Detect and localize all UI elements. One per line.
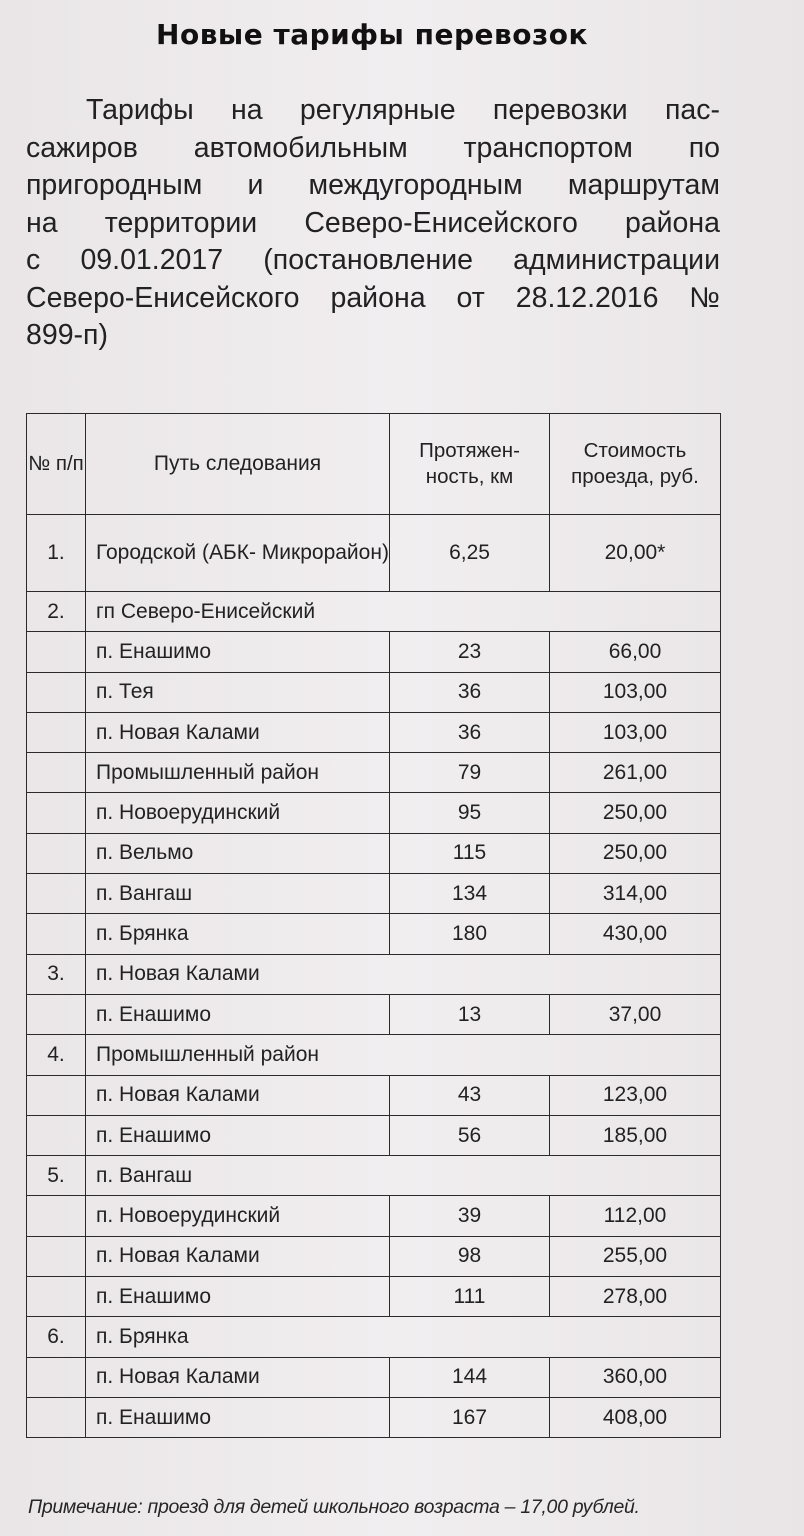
table-row (27, 1156, 721, 1196)
route-name: п. Енашимо (86, 994, 390, 1034)
page-title: Новые тарифы перевозок (156, 18, 588, 51)
route-name: п. Новая Калами (86, 712, 390, 752)
route-distance: 134 (390, 874, 550, 914)
row-number (27, 1236, 86, 1276)
row-number (27, 793, 86, 833)
route-cost: 37,00 (550, 994, 721, 1034)
route-cost: 185,00 (550, 1115, 721, 1155)
route-cost: 250,00 (550, 793, 721, 833)
route-cost: 103,00 (550, 712, 721, 752)
route-name: п. Новоерудинский (86, 1196, 390, 1236)
route-name: Промышленный район (86, 753, 390, 793)
route-distance: 13 (390, 994, 550, 1034)
route-cost: 408,00 (550, 1397, 721, 1437)
table-row (27, 1196, 721, 1236)
route-cost: 314,00 (550, 874, 721, 914)
route-name: п. Вельмо (86, 833, 390, 873)
row-number (27, 753, 86, 793)
table-row (27, 994, 721, 1034)
route-cost: 123,00 (550, 1075, 721, 1115)
table-row (27, 1236, 721, 1276)
header-cost: Стоимость проезда, руб. (550, 414, 721, 515)
route-distance: 98 (390, 1236, 550, 1276)
tariff-table (26, 413, 721, 1438)
header-num: № п/п (27, 414, 86, 515)
route-distance: 115 (390, 833, 550, 873)
intro-line: пригородным и междугородным маршрутам (26, 169, 720, 201)
route-cost: 112,00 (550, 1196, 721, 1236)
intro-line: на территории Северо-Енисейского района (26, 206, 720, 239)
row-number (27, 874, 86, 914)
route-name: п. Енашимо (86, 1277, 390, 1317)
route-distance: 36 (390, 672, 550, 712)
route-distance: 111 (390, 1277, 550, 1317)
intro-line: Северо-Енисейского района от 28.12.2016 № (26, 281, 720, 314)
row-number: 1. (27, 515, 86, 592)
table-row (27, 1357, 721, 1397)
table-row (27, 712, 721, 752)
route-name: п. Новая Калами (86, 1075, 390, 1115)
route-distance: 23 (390, 632, 550, 672)
table-row (27, 753, 721, 793)
table-row (27, 1115, 721, 1155)
header-route: Путь следования (86, 414, 390, 515)
table-row (27, 1035, 721, 1075)
route-distance: 43 (390, 1075, 550, 1115)
row-number (27, 712, 86, 752)
route-cost: 255,00 (550, 1236, 721, 1276)
route-name: п. Вангаш (86, 874, 390, 914)
route-distance: 144 (390, 1357, 550, 1397)
route-cost: 261,00 (550, 753, 721, 793)
tariff-table-body (27, 515, 721, 1438)
route-cost: 20,00* (550, 515, 721, 592)
table-row (27, 954, 721, 994)
row-number: 2. (27, 592, 86, 632)
route-group-origin: п. Брянка (86, 1317, 721, 1357)
table-row (27, 672, 721, 712)
route-distance: 79 (390, 753, 550, 793)
intro-line: с 09.01.2017 (постановление администрации (26, 244, 720, 276)
route-cost: 360,00 (550, 1357, 721, 1397)
route-cost: 103,00 (550, 672, 721, 712)
footnote: Примечание: проезд для детей школьного возраста – 17,00 рублей. (28, 1496, 640, 1518)
route-group-origin: Промышленный район (86, 1035, 721, 1075)
route-cost: 66,00 (550, 632, 721, 672)
row-number: 4. (27, 1035, 86, 1075)
table-row (27, 515, 721, 592)
route-distance: 6,25 (390, 515, 550, 592)
row-number (27, 672, 86, 712)
route-group-origin: п. Новая Калами (86, 954, 721, 994)
table-row (27, 1317, 721, 1357)
route-name: п. Новоерудинский (86, 793, 390, 833)
table-row (27, 1075, 721, 1115)
table-row (27, 1397, 721, 1437)
route-name: п. Новая Калами (86, 1236, 390, 1276)
route-name: п. Енашимо (86, 1397, 390, 1437)
header-distance: Протяжен- ность, км (390, 414, 550, 515)
route-name: п. Новая Калами (86, 1357, 390, 1397)
route-cost: 278,00 (550, 1277, 721, 1317)
route-distance: 39 (390, 1196, 550, 1236)
row-number (27, 833, 86, 873)
route-group-origin: гп Северо-Енисейский (86, 592, 721, 632)
route-distance: 36 (390, 712, 550, 752)
row-number: 6. (27, 1317, 86, 1357)
intro-line: 899-п) (26, 319, 108, 351)
table-row (27, 914, 721, 954)
route-distance: 167 (390, 1397, 550, 1437)
route-cost: 430,00 (550, 914, 721, 954)
row-number (27, 914, 86, 954)
row-number (27, 1357, 86, 1397)
table-row (27, 793, 721, 833)
intro-line: сажиров автомобильным транспортом по (26, 131, 720, 164)
route-name: Городской (АБК- Микрорайон) (86, 515, 390, 592)
route-group-origin: п. Вангаш (86, 1156, 721, 1196)
row-number (27, 1196, 86, 1236)
table-row (27, 833, 721, 873)
intro-paragraph (26, 92, 720, 355)
route-cost: 250,00 (550, 833, 721, 873)
intro-line: Тарифы на регулярные перевозки пас- (86, 94, 720, 126)
row-number (27, 1397, 86, 1437)
row-number (27, 1277, 86, 1317)
route-distance: 56 (390, 1115, 550, 1155)
row-number: 5. (27, 1156, 86, 1196)
route-distance: 180 (390, 914, 550, 954)
row-number (27, 994, 86, 1034)
route-name: п. Тея (86, 672, 390, 712)
route-name: п. Брянка (86, 914, 390, 954)
table-row (27, 874, 721, 914)
table-row (27, 592, 721, 632)
table-header-row (27, 414, 721, 515)
table-row (27, 632, 721, 672)
table-row (27, 1277, 721, 1317)
route-distance: 95 (390, 793, 550, 833)
row-number (27, 1075, 86, 1115)
row-number: 3. (27, 954, 86, 994)
route-name: п. Енашимо (86, 632, 390, 672)
route-name: п. Енашимо (86, 1115, 390, 1155)
row-number (27, 1115, 86, 1155)
row-number (27, 632, 86, 672)
